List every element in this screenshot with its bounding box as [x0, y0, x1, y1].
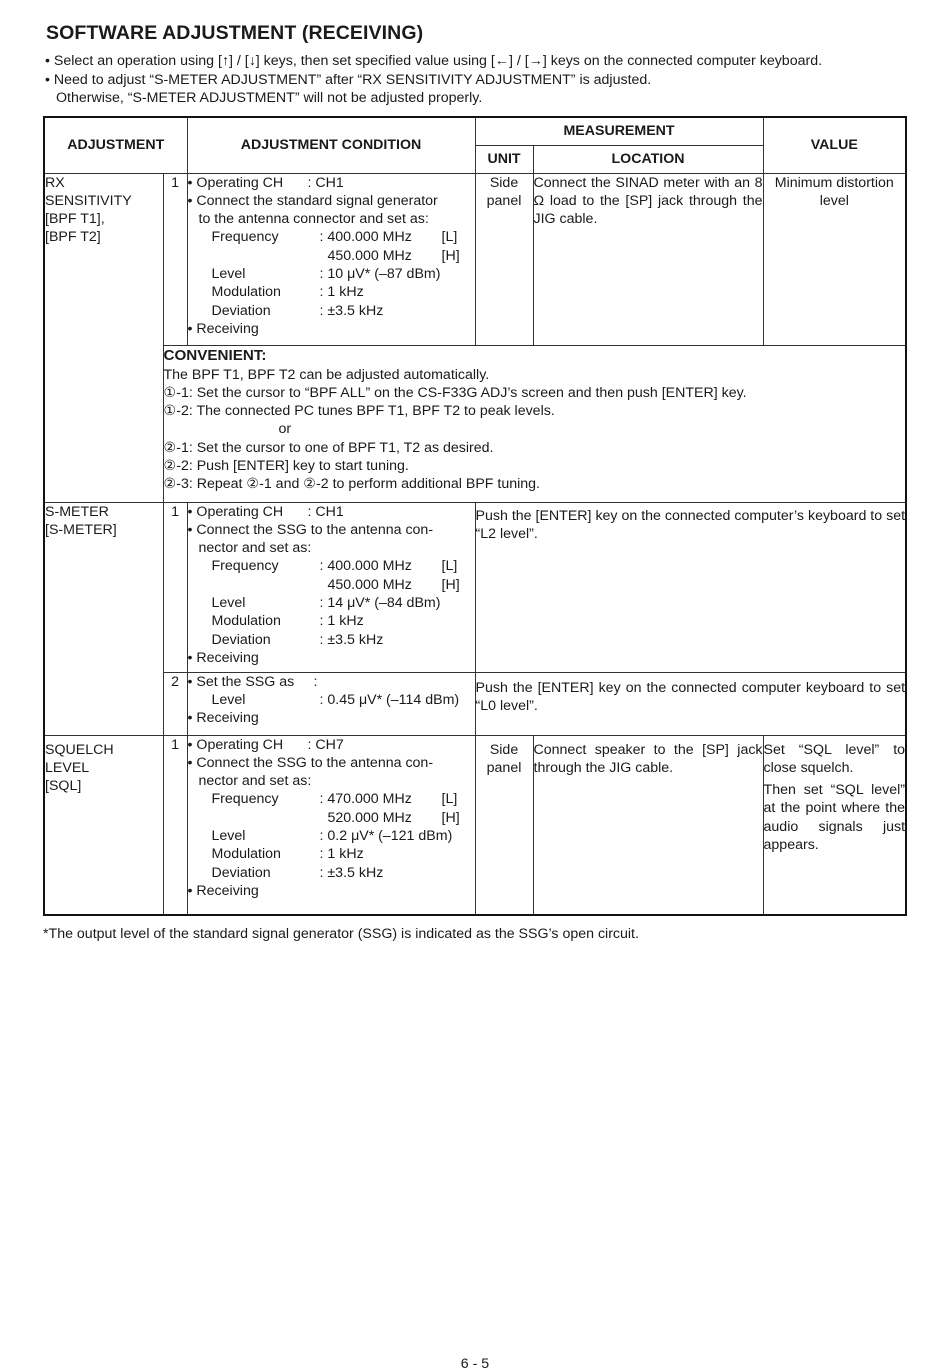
rx-sensitivity-label: RX SENSITIVITY [BPF T1], [BPF T2] — [44, 173, 163, 502]
header-adjustment: ADJUSTMENT — [44, 117, 187, 173]
value-cell: Set “SQL level” to close squelch. Then set “SQL level” at the point where the audio signals just appears. — [763, 735, 906, 915]
rx-condition: • Operating CH : CH1 • Connect the standard signal generator to the antenna connector and set as: Frequency : 400.000 MHz [L] 450.000 MHz [H] Level : 10 μV* (–87 dBm) Modulation : 1 kHz Deviation : ±3.5 kHz • Receiving — [187, 173, 475, 345]
instruction-notes — [45, 52, 822, 108]
s-meter-action-2: Push the [ENTER] key on the connected computer keyboard to set “L0 level”. — [475, 672, 906, 735]
location-cell: Connect speaker to the [SP] jack through the JIG cable. — [533, 735, 763, 915]
page-title: SOFTWARE ADJUSTMENT (RECEIVING) — [46, 22, 424, 44]
unit-cell: Side panel — [475, 735, 533, 915]
adjustment-table — [43, 116, 907, 916]
squelch-condition: • Operating CH : CH7 • Connect the SSG to the antenna con- nector and set as: Frequency : 470.000 MHz [L] 520.000 MHz [H] Level : 0.2 μV* (–121 dBm) Modulation : 1 kHz Deviation : ±3.5 kHz • Receiving — [187, 735, 475, 915]
header-condition: ADJUSTMENT CONDITION — [187, 117, 475, 173]
step-number: 1 — [163, 502, 187, 672]
step-number: 1 — [163, 735, 187, 915]
header-value: VALUE — [763, 117, 906, 173]
header-unit: UNIT — [475, 145, 533, 173]
footnote: *The output level of the standard signal generator (SSG) is indicated as the SSG’s open circuit. — [43, 926, 639, 942]
s-meter-label: S-METER [S-METER] — [44, 502, 163, 735]
page-number: 6 - 5 — [460, 1356, 490, 1372]
s-meter-condition: • Operating CH : CH1 • Connect the SSG to the antenna con- nector and set as: Frequency : 400.000 MHz [L] 450.000 MHz [H] Level : 14 μV* (–84 dBm) Modulation : 1 kHz Deviation : ±3.5 kHz • Receiving — [187, 502, 475, 672]
header-measurement: MEASUREMENT — [475, 117, 763, 145]
step-number: 1 — [163, 173, 187, 345]
s-meter-action-1: Push the [ENTER] key on the connected computer’s keyboard to set “L2 level”. — [475, 502, 906, 672]
unit-cell: Side panel — [475, 173, 533, 345]
convenient-note: CONVENIENT: The BPF T1, BPF T2 can be adjusted automatically. ①-1: Set the cursor to “BPF ALL” on the CS-F33G ADJ’s screen and then push [ENTER] key. ①-2: The connected PC tunes BPF T1, BPF T2 to peak levels. or ②-1: Set the cursor to one of BPF T1, T2 as desired. ②-2: Push [ENTER] key to start tuning. ②-3: Repeat ②-1 and ②-2 to perform additional BPF tuning. — [163, 345, 906, 502]
squelch-level-label: SQUELCH LEVEL [SQL] — [44, 735, 163, 915]
note-line: • Need to adjust “S-METER ADJUSTMENT” after “RX SENSITIVITY ADJUSTMENT” is adjusted. — [45, 71, 652, 88]
note-line: • Select an operation using [↑] / [↓] keys, then set specified value using [←] / [→] keys on the connected computer keyboard. — [45, 53, 823, 69]
step-number: 2 — [163, 672, 187, 735]
location-cell: Connect the SINAD meter with an 8 Ω load to the [SP] jack through the JIG cable. — [533, 173, 763, 345]
header-location: LOCATION — [533, 145, 763, 173]
value-cell: Minimum distortion level — [763, 173, 906, 345]
note-line: Otherwise, “S-METER ADJUSTMENT” will not be adjusted properly. — [56, 90, 483, 106]
s-meter-condition-2: • Set the SSG as : Level : 0.45 μV* (–114 dBm) • Receiving — [187, 672, 475, 735]
